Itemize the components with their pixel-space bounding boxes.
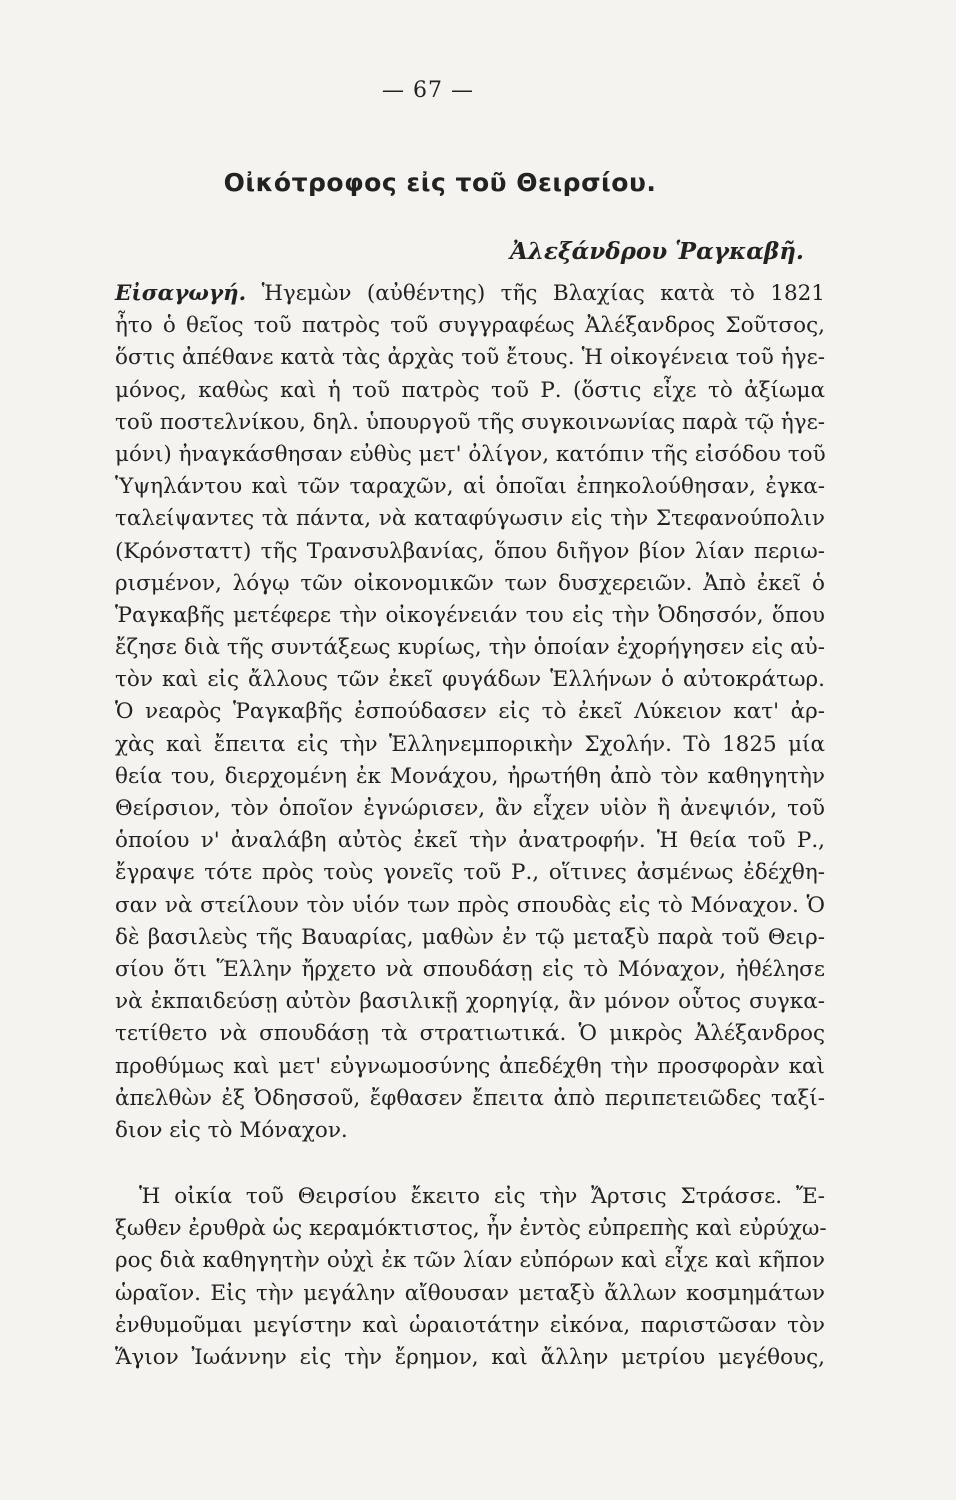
- text-line: ρος διὰ καθηγητὴν οὐχὶ ἐκ τῶν λίαν εὐπόρων καὶ εἶχε καὶ κῆπον: [115, 1248, 825, 1274]
- text-line: τετίθετο νὰ σπουδάσῃ τὰ στρατιωτικά. Ὁ μικρὸς Ἀλέξανδρος: [115, 1021, 825, 1047]
- chapter-title: Οἰκότροφος εἰς τοῦ Θειρσίου.: [223, 168, 657, 197]
- text-line: σίου ὅτι Ἕλλην ἤρχετο νὰ σπουδάσῃ εἰς τὸ Μόναχον, ἠθέλησε: [115, 956, 825, 982]
- text-line: ἔζησε διὰ τῆς συντάξεως κυρίως, τὴν ὁποίαν ἐχορήγησεν εἰς αὐ-: [115, 635, 825, 661]
- text-line: Εἰσαγωγή. Ἡγεμὼν (αὐθέντης) τῆς Βλαχίας κατὰ τὸ 1821: [115, 281, 825, 306]
- body-text: [115, 278, 825, 1374]
- text-line: χὰς καὶ ἔπειτα εἰς τὴν Ἑλληνεμπορικὴν Σχολήν. Τὸ 1825 μία: [115, 731, 825, 757]
- page-number: — 67 —: [382, 78, 474, 103]
- text-line: προθύμως καὶ μετ' εὐγνωμοσύνης ἀπεδέχθη τὴν προσφορὰν καὶ: [115, 1053, 825, 1079]
- text-line: ρισμένον, λόγῳ τῶν οἰκονομικῶν των δυσχερειῶν. Ἀπὸ ἐκεῖ ὁ: [115, 570, 825, 596]
- paragraph-1: [115, 278, 825, 1147]
- text-line: τὸν καὶ εἰς ἄλλους τῶν ἐκεῖ φυγάδων Ἑλλήνων ὁ αὐτοκράτωρ.: [115, 667, 825, 693]
- text-line: νὰ ἐκπαιδεύσῃ αὐτὸν βασιλικῇ χορηγίᾳ, ἂν μόνον οὗτος συγκα-: [115, 989, 825, 1015]
- paragraph-gap: [115, 1147, 825, 1181]
- text-line: ἔγραψε τότε πρὸς τοὺς γονεῖς τοῦ Ρ., οἵτινες ἀσμένως ἐδέχθη-: [115, 860, 825, 886]
- text-line: μόνος, καθὼς καὶ ἡ τοῦ πατρὸς τοῦ Ρ. (ὅστις εἶχε τὸ ἀξίωμα: [115, 377, 825, 403]
- text-line: ταλείψαντες τὰ πάντα, νὰ καταφύγωσιν εἰς τὴν Στεφανούπολιν: [115, 506, 825, 532]
- text-line: (Κρόνσταττ) τῆς Τρανσυλβανίας, ὅπου διῆγον βίον λίαν περιω-: [115, 538, 825, 564]
- text-line: Ὁ νεαρὸς Ῥαγκαβῆς ἐσπούδασεν εἰς τὸ ἐκεῖ Λύκειον κατ' ἀρ-: [115, 699, 825, 725]
- author-name: Ἀλεξάνδρου Ῥαγκαβῆ.: [510, 238, 804, 265]
- text-line: Θείρσιον, τὸν ὁποῖον ἐγνώρισεν, ἂν εἶχεν υἱὸν ἢ ἀνεψιόν, τοῦ: [115, 796, 825, 821]
- text-line: τοῦ ποστελνίκου, δηλ. ὑπουργοῦ τῆς συγκοινωνίας παρὰ τῷ ἡγε-: [115, 409, 826, 435]
- text-line: ὡραῖον. Εἰς τὴν μεγάλην αἴθουσαν μεταξὺ ἄλλων κοσμημάτων: [115, 1280, 825, 1306]
- text-line: ξωθεν ἐρυθρὰ ὡς κεραμόκτιστος, ἦν ἐντὸς εὐπρεπὴς καὶ εὐρύχω-: [115, 1216, 827, 1242]
- text-line: Ῥαγκαβῆς μετέφερε τὴν οἰκογένειάν του εἰς τὴν Ὀδησσόν, ὅπου: [115, 602, 825, 628]
- text-line: διον εἰς τὸ Μόναχον.: [115, 1117, 348, 1143]
- text-line: ἀπελθὼν ἐξ Ὀδησσοῦ, ἔφθασεν ἔπειτα ἀπὸ περιπετειῶδες ταξί-: [115, 1085, 825, 1111]
- text-line: ἦτο ὁ θεῖος τοῦ πατρὸς τοῦ συγγραφέως Ἀλέξανδρος Σοῦτσος,: [115, 313, 825, 339]
- text-line: Ἡ οἰκία τοῦ Θειρσίου ἔκειτο εἰς τὴν Ἄρτσις Στράσσε. Ἔ-: [139, 1184, 825, 1210]
- text-line: σαν νὰ στείλουν τὸν υἱόν των πρὸς σπουδὰς εἰς τὸ Μόναχον. Ὁ: [115, 892, 825, 918]
- text-line: Ὑψηλάντου καὶ τῶν ταραχῶν, αἱ ὁποῖαι ἐπηκολούθησαν, ἐγκα-: [115, 474, 825, 500]
- text-line: μόνι) ἠναγκάσθησαν εὐθὺς μετ' ὀλίγον, κατόπιν τῆς εἰσόδου τοῦ: [115, 441, 826, 467]
- text-line: ὅστις ἀπέθανε κατὰ τὰς ἀρχὰς τοῦ ἔτους. Ἡ οἰκογένεια τοῦ ἡγε-: [115, 345, 825, 371]
- intro-label: Εἰσαγωγή.: [115, 281, 247, 306]
- text-line: Ἅγιον Ἰωάννην εἰς τὴν ἔρημον, καὶ ἄλλην μετρίου μεγέθους,: [115, 1345, 825, 1370]
- text-line: δὲ βασιλεὺς τῆς Βαυαρίας, μαθὼν ἐν τῷ μεταξὺ παρὰ τοῦ Θειρ-: [115, 924, 825, 950]
- text-line: ἐνθυμοῦμαι μεγίστην καὶ ὡραιοτάτην εἰκόνα, παριστῶσαν τὸν: [115, 1312, 825, 1338]
- text-line: θεία του, διερχομένη ἐκ Μονάχου, ἠρωτήθη ἀπὸ τὸν καθηγητὴν: [115, 763, 825, 789]
- text-line: ὁποίου ν' ἀναλάβη αὐτὸς ἐκεῖ τὴν ἀνατροφήν. Ἡ θεία τοῦ Ρ.,: [115, 828, 825, 854]
- paragraph-2: [115, 1181, 825, 1374]
